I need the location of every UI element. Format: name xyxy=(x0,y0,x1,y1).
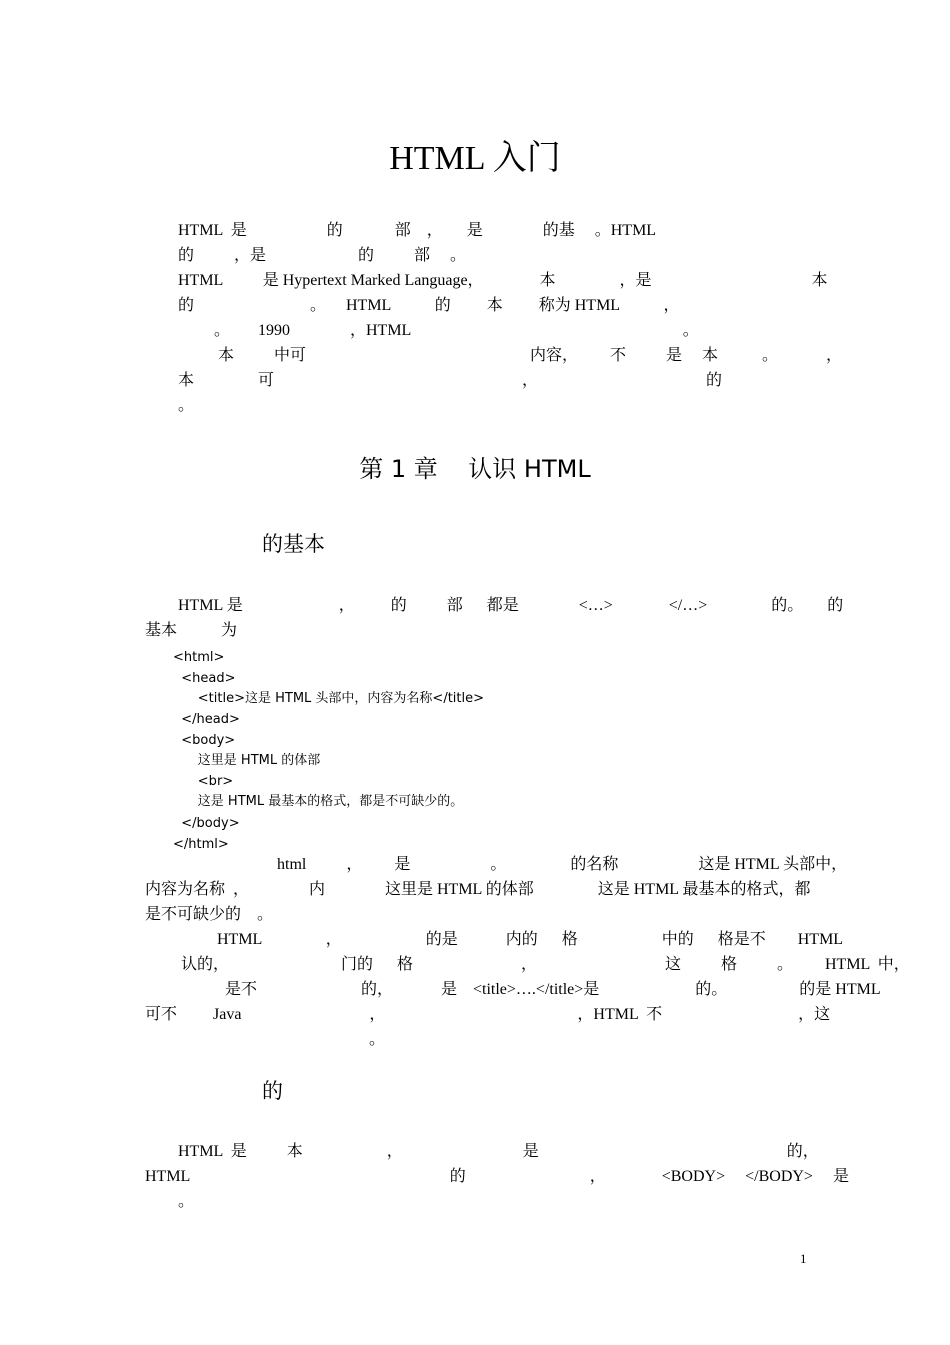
code-line: <html> xyxy=(173,650,225,665)
section-heading-1: 的基本 xyxy=(262,532,325,556)
explain-line-7: 可不 Java ， ，HTML 不 ，这 xyxy=(145,1006,831,1023)
explain-line-1: html ， 是 。 的名称 这是 HTML 头部中， xyxy=(145,856,848,873)
explain-line-8: 。 xyxy=(145,1031,386,1048)
code-line: 这里是 HTML 的体部 xyxy=(173,753,321,768)
code-line: <head> xyxy=(173,671,236,686)
section2-line-3: 。 xyxy=(178,1193,195,1210)
chapter-heading: 第 1 章 认识 HTML xyxy=(359,455,591,483)
code-line: </html> xyxy=(173,837,229,852)
code-line: <body> xyxy=(173,733,236,748)
explain-line-2: 内容为名称 ， 内 这里是 HTML 的体部 这是 HTML 最基本的格式，都 xyxy=(145,881,811,898)
intro-line-4: 的 。 HTML 的 本 称为 HTML ， xyxy=(178,297,680,314)
explain-line-3: 是不可缺少的 。 xyxy=(145,906,274,923)
code-line: </head> xyxy=(173,712,240,727)
intro-line-8: 。 xyxy=(178,397,195,414)
code-line: <br> xyxy=(173,774,234,789)
document-title: HTML 入门 xyxy=(389,140,561,177)
intro-line-2: 的 ，是 的 部 。 xyxy=(178,247,467,264)
intro-line-7: 本 可 ， 的 xyxy=(178,372,723,389)
intro-line-6: 本 中可 内容， 不 是 本 。 ， xyxy=(178,347,843,364)
page-number: 1 xyxy=(800,1251,807,1266)
code-line: 这是 HTML 最基本的格式，都是不可缺少的。 xyxy=(173,794,464,809)
intro-line-1: HTML 是 的 部 ， 是 的基 。HTML xyxy=(178,222,657,239)
section1-line-2: 基本 为 xyxy=(145,622,238,639)
section-heading-2: 的 xyxy=(262,1079,283,1103)
explain-line-6: 是不 的， 是 <title>….</title>是 的。 的是 HTML xyxy=(145,981,881,998)
explain-line-5: 认的， 门的 格 ， 这 格 。 HTML 中， xyxy=(145,956,910,973)
intro-line-5: 。 1990 ，HTML 。 xyxy=(178,322,699,339)
section1-line-1: HTML 是 ， 的 部 都是 <…> </…> 的。 的 xyxy=(178,597,844,614)
code-line: <title>这是 HTML 头部中，内容为名称</title> xyxy=(173,691,485,706)
code-line: </body> xyxy=(173,816,240,831)
section2-line-1: HTML 是 本 ， 是 的， xyxy=(178,1143,819,1160)
section2-line-2: HTML 的 ， <BODY> </BODY> 是 xyxy=(145,1168,849,1185)
intro-line-3: HTML 是 Hypertext Marked Language， 本 ，是 本 xyxy=(178,272,828,289)
explain-line-4: HTML ， 的是 内的 格 中的 格是不 HTML xyxy=(145,931,844,948)
